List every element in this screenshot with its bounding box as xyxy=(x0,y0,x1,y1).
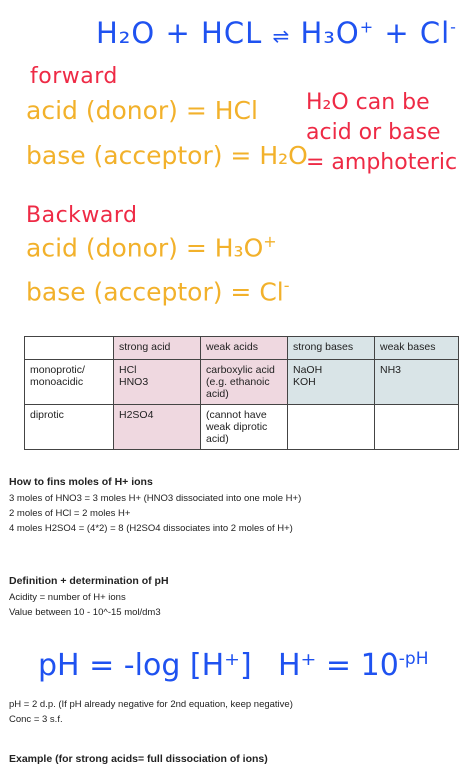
h-plus-exponent: -pH xyxy=(398,649,429,669)
table-cell: diprotic xyxy=(25,405,114,450)
table-row xyxy=(25,405,459,450)
example-heading: Example (for strong acids= full dissociation of ions) xyxy=(9,753,268,765)
backward-acid-text: acid (donor) = H₃O xyxy=(26,233,264,263)
ph-definition-line: Acidity = number of H+ ions xyxy=(9,592,126,603)
rounding-line: pH = 2 d.p. (If pH already negative for 2nd equation, keep negative) xyxy=(9,699,293,710)
note-line: acid or base xyxy=(306,120,441,145)
ph-definition-heading: Definition + determination of pH xyxy=(9,575,169,587)
table-cell: (cannot have weak diprotic acid) xyxy=(201,405,288,450)
eq-h2o: H₂O xyxy=(96,16,156,50)
table-cell: NH3 xyxy=(375,360,459,405)
backward-base xyxy=(26,276,290,306)
amphoteric-note xyxy=(306,88,457,178)
note-line: H₂O can be xyxy=(306,90,430,115)
table-cell xyxy=(288,405,375,450)
backward-base-text: base (acceptor) = Cl xyxy=(26,277,284,307)
eq-plus: + xyxy=(384,16,410,50)
moles-heading: How to fins moles of H+ ions xyxy=(9,476,153,488)
table-cell: monoprotic/ monoacidic xyxy=(25,360,114,405)
forward-heading: forward xyxy=(30,64,118,89)
table-cell: carboxylic acid (e.g. ethanoic acid) xyxy=(201,360,288,405)
backward-heading: Backward xyxy=(26,203,138,228)
table-header-cell: weak acids xyxy=(201,337,288,360)
eq-plus: + xyxy=(165,16,191,50)
ph-formula: pH = -log [H⁺] xyxy=(38,648,252,683)
table-header-cell xyxy=(25,337,114,360)
forward-acid: acid (donor) = HCl xyxy=(26,96,258,125)
eq-equilibrium-arrow: ⇌ xyxy=(272,24,291,48)
rounding-line: Conc = 3 s.f. xyxy=(9,714,63,725)
table-cell: HCl HNO3 xyxy=(114,360,201,405)
moles-line: 4 moles H2SO4 = (4*2) = 8 (H2SO4 dissociates into 2 moles of H+) xyxy=(9,523,293,534)
eq-h3o-charge: + xyxy=(359,17,375,37)
eq-cl: Cl xyxy=(419,16,451,50)
table-cell: H2SO4 xyxy=(114,405,201,450)
forward-base: base (acceptor) = H₂O xyxy=(26,141,308,170)
h-plus-base: H⁺ = 10 xyxy=(278,648,399,683)
backward-acid xyxy=(26,232,277,262)
h-plus-formula xyxy=(278,648,429,683)
table-cell: NaOH KOH xyxy=(288,360,375,405)
moles-line: 2 moles of HCl = 2 moles H+ xyxy=(9,508,131,519)
table-cell xyxy=(375,405,459,450)
table-header-cell: strong acid xyxy=(114,337,201,360)
table-header-row xyxy=(25,337,459,360)
eq-h3o: H₃O xyxy=(300,16,360,50)
table-header-cell: weak bases xyxy=(375,337,459,360)
backward-acid-charge: + xyxy=(263,232,277,251)
moles-line: 3 moles of HNO3 = 3 moles H+ (HNO3 dissociated into one mole H+) xyxy=(9,493,302,504)
note-line: = amphoteric xyxy=(306,150,458,175)
table-row xyxy=(25,360,459,405)
eq-cl-charge: - xyxy=(450,17,457,37)
acid-base-table xyxy=(24,336,459,450)
backward-base-charge: - xyxy=(283,276,290,295)
eq-hcl: HCL xyxy=(201,16,263,50)
table-header-cell: strong bases xyxy=(288,337,375,360)
reaction-equation xyxy=(96,16,457,50)
ph-definition-line: Value between 10 - 10^-15 mol/dm3 xyxy=(9,607,161,618)
